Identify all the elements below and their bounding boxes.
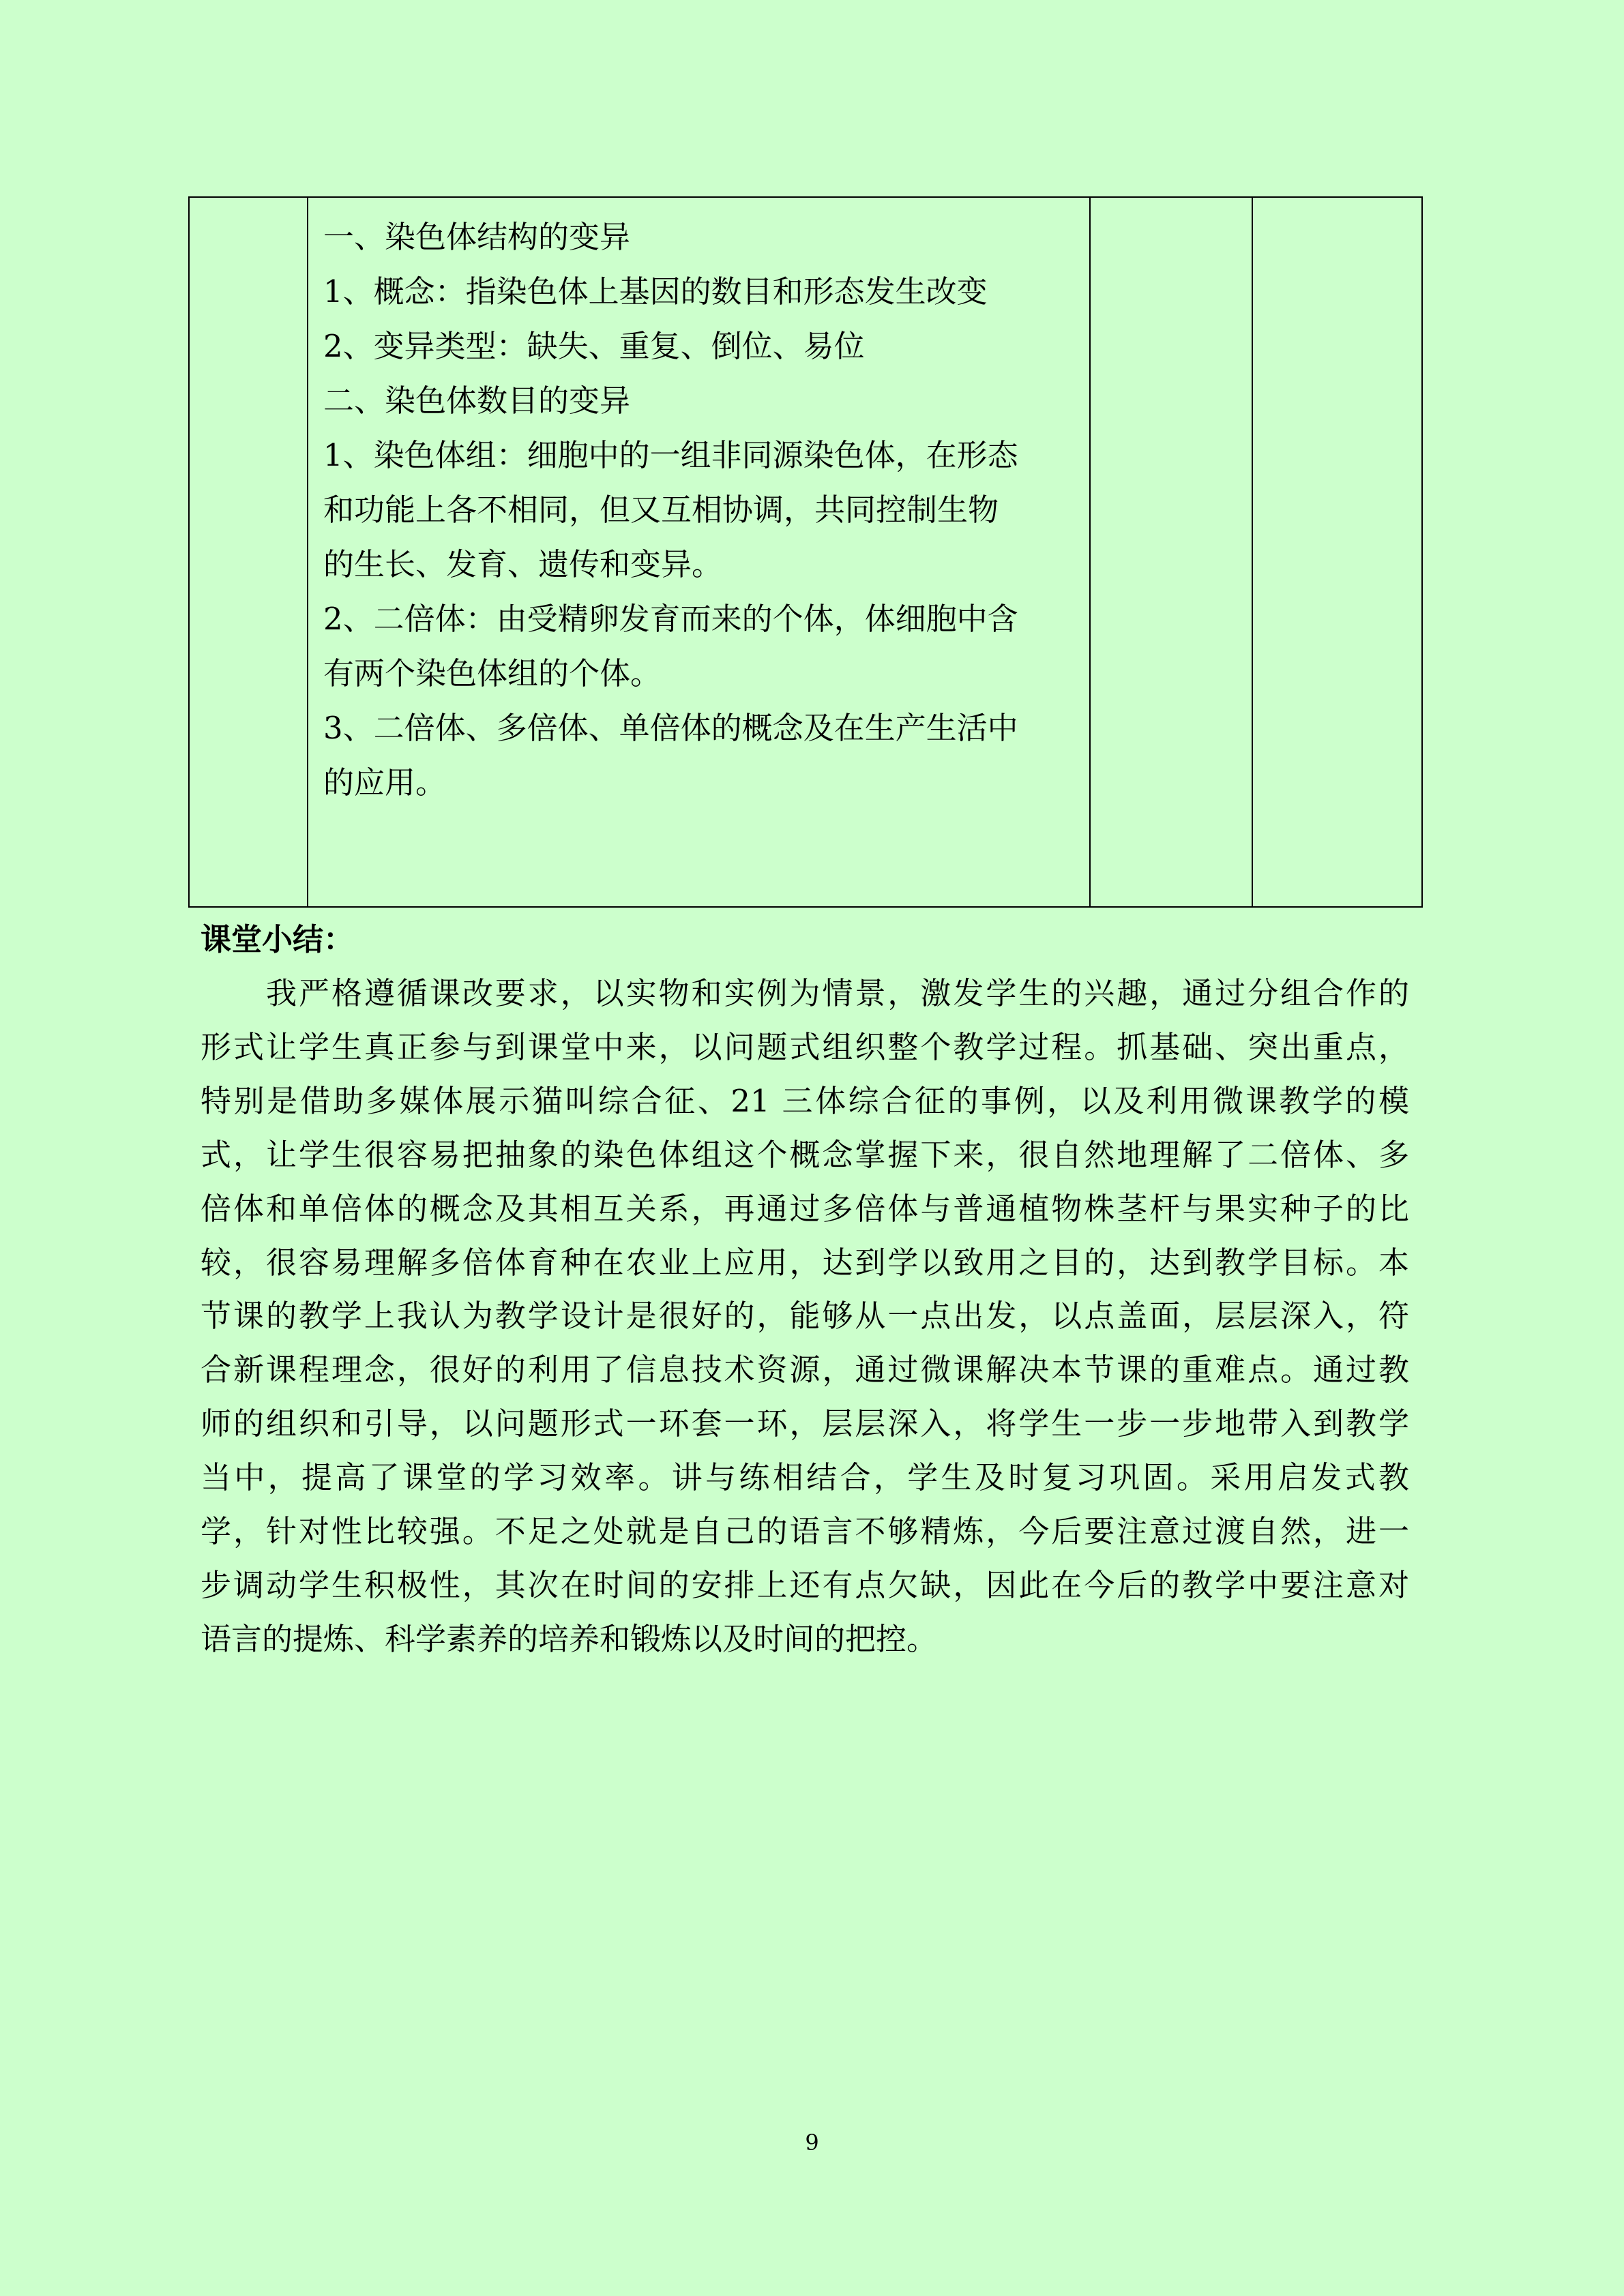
content-line: 二、染色体数目的变异 (323, 383, 631, 419)
content-line: 有两个染色体组的个体。 (323, 655, 662, 691)
summary-line: 我严格遵循课改要求，以实物和实例为情景，激发学生的兴趣，通过分组合作的 (266, 975, 1409, 1011)
summary-line: 当中，提高了课堂的学习效率。讲与练相结合，学生及时复习巩固。采用启发式教 (201, 1459, 1409, 1496)
summary-line: 式，让学生很容易把抽象的染色体组这个概念掌握下来，很自然地理解了二倍体、多 (201, 1136, 1409, 1173)
content-lines (308, 198, 1089, 906)
page-number: 9 (805, 2130, 819, 2156)
lesson-table (188, 196, 1423, 908)
content-line: 和功能上各不相同，但又互相协调，共同控制生物 (323, 492, 999, 528)
summary-line: 师的组织和引导，以问题形式一环套一环，层层深入，将学生一步一步地带入到教学 (201, 1405, 1409, 1442)
content-line: 1、染色体组：细胞中的一组非同源染色体，在形态 (323, 437, 1018, 473)
summary-line: 形式让学生真正参与到课堂中来，以问题式组织整个教学过程。抓基础、突出重点， (201, 1028, 1409, 1065)
summary-line: 倍体和单倍体的概念及其相互关系，再通过多倍体与普通植物株茎杆与果实种子的比 (201, 1190, 1409, 1227)
content-line: 的应用。 (323, 764, 447, 801)
content-line: 的生长、发育、遗传和变异。 (323, 546, 723, 582)
table-cell-content (308, 197, 1090, 907)
content-line: 1、概念：指染色体上基因的数目和形态发生改变 (323, 273, 988, 310)
summary-line: 合新课程理念，很好的利用了信息技术资源，通过微课解决本节课的重难点。通过教 (201, 1352, 1409, 1388)
summary-line: 学，针对性比较强。不足之处就是自己的语言不够精炼，今后要注意过渡自然，进一 (201, 1513, 1409, 1550)
table-cell-empty (1252, 197, 1422, 907)
summary-line: 语言的提炼、科学素养的培养和锻炼以及时间的把控。 (201, 1620, 938, 1657)
summary-line: 节课的教学上我认为教学设计是很好的，能够从一点出发，以点盖面，层层深入，符 (201, 1298, 1409, 1335)
summary-line: 步调动学生积极性，其次在时间的安排上还有点欠缺，因此在今后的教学中要注意对 (201, 1566, 1409, 1603)
summary-line: 较，很容易理解多倍体育种在农业上应用，达到学以致用之目的，达到教学目标。本 (201, 1244, 1409, 1281)
content-line: 2、变异类型：缺失、重复、倒位、易位 (323, 328, 865, 364)
content-line: 3、二倍体、多倍体、单倍体的概念及在生产生活中 (323, 710, 1018, 746)
summary-line: 特别是借助多媒体展示猫叫综合征、21 三体综合征的事例，以及利用微课教学的模 (201, 1082, 1409, 1119)
table-row (189, 197, 1422, 907)
class-summary (201, 912, 1409, 1667)
summary-title: 课堂小结： (201, 921, 355, 957)
table-cell-empty (1090, 197, 1252, 907)
content-line: 2、二倍体：由受精卵发育而来的个体，体细胞中含 (323, 601, 1018, 637)
content-line: 一、染色体结构的变异 (323, 219, 631, 255)
table-cell-left (189, 197, 308, 907)
